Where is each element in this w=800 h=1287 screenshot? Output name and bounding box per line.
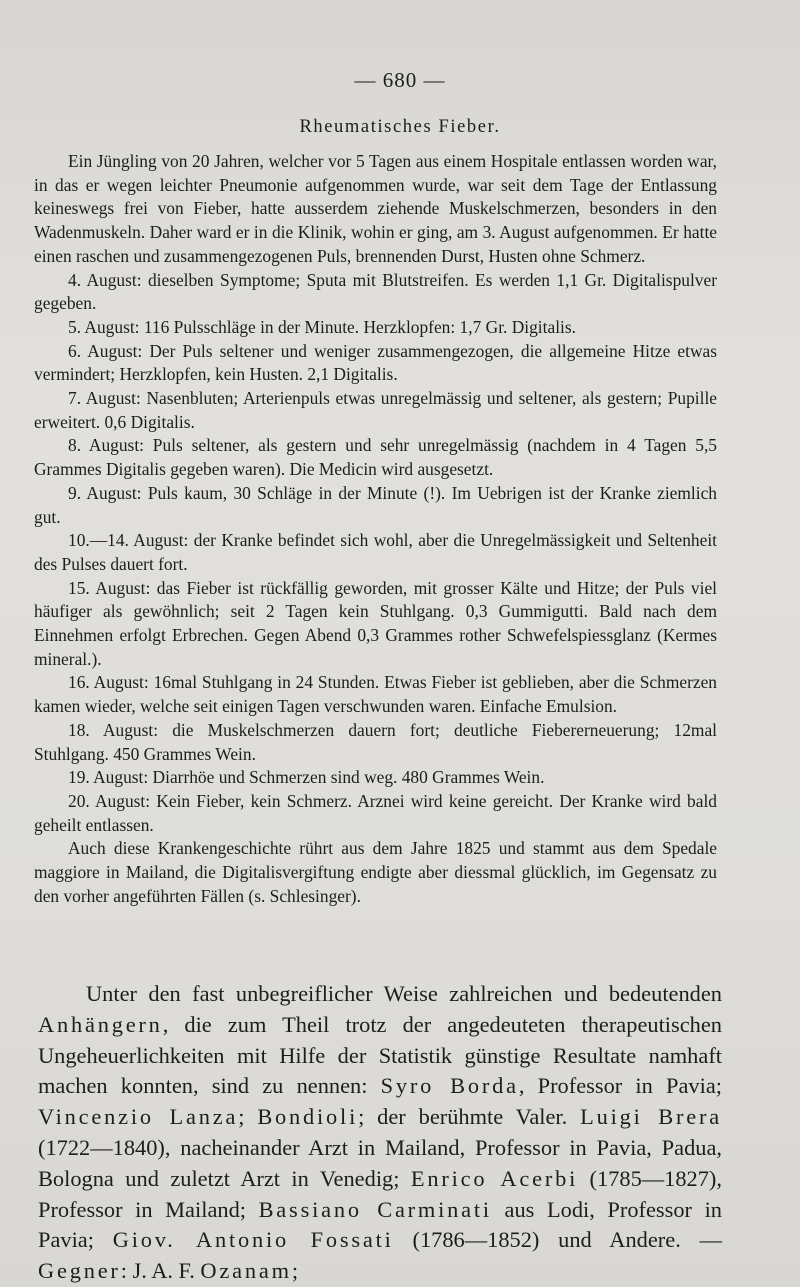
- spaced-name: Gegner: [38, 1258, 121, 1284]
- text-run: ;: [238, 1104, 258, 1130]
- case-paragraph: Ein Jüngling von 20 Jahren, welcher vor 5 Tagen aus einem Hospitale entlassen worden war, in das er wegen leichter Pneumonie aufgenommen wurde, war seit dem Tage der Entlassung keineswegs frei von Fieber, hatte ausserdem ziehende Muskelschmerzen, besonders in den Wadenmuskeln. Daher ward er in die Klinik, wohin er ging, am 3. August aufgenommen. Er hatte einen raschen und zusammengezogenen Puls, brennenden Durst, Husten ohne Schmerz.: [34, 151, 717, 266]
- case-paragraph: 16. August: 16mal Stuhlgang in 24 Stunden. Etwas Fieber ist geblieben, aber die Schmerzen kamen wieder, welche seit einigen Tagen verschwunden waren. Einfache Emulsion.: [34, 672, 717, 717]
- text-run: ; der berühmte Valer.: [358, 1104, 581, 1130]
- text-run: (1786—1852) und Andere. —: [393, 1227, 722, 1253]
- text-run: aus Lodi, Professor in Pavia;: [38, 1196, 722, 1253]
- spaced-name: Vincenzio Lanza: [38, 1104, 239, 1130]
- case-history: [34, 150, 717, 909]
- spaced-name: Bassiano Carminati: [258, 1196, 492, 1222]
- case-paragraph: 19. August: Diarrhöe und Schmerzen sind weg. 480 Grammes Wein.: [68, 767, 545, 788]
- case-paragraph: 20. August: Kein Fieber, kein Schmerz. Arznei wird keine gereicht. Der Kranke wird bald geheilt entlassen.: [34, 790, 717, 835]
- text-run: , Professor in Pavia;: [518, 1073, 722, 1099]
- text-run: Unter den fast unbegreiflicher Weise zahlreichen und bedeutenden: [86, 981, 722, 1006]
- spaced-name: Ozanam: [200, 1258, 292, 1284]
- text-run: ;: [291, 1258, 299, 1284]
- text-run: : J. A. F.: [120, 1258, 201, 1284]
- main-paragraph: [38, 979, 722, 1287]
- section-title: Rheumatisches Fieber.: [299, 117, 501, 137]
- case-paragraph: 4. August: dieselben Symptome; Sputa mit Blutstreifen. Es werden 1,1 Gr. Digitalispulver gegeben.: [34, 269, 717, 314]
- case-paragraph: 15. August: das Fieber ist rückfällig geworden, mit grosser Kälte und Hitze; der Puls viel häufiger als gewöhnlich; seit 2 Tagen kein Stuhlgang. 0,3 Gummigutti. Bald nach dem Einnehmen erfolgt Erbrechen. Gegen Abend 0,3 Grammes rother Schwefelspiessglanz (Kermes mineral.).: [34, 577, 717, 669]
- case-paragraph: 5. August: 116 Pulsschläge in der Minute. Herzklopfen: 1,7 Gr. Digitalis.: [68, 316, 576, 337]
- spaced-name: Luigi Brera: [580, 1104, 722, 1130]
- case-paragraph: 10.—14. August: der Kranke befindet sich wohl, aber die Unregelmässigkeit und Seltenheit des Pulses dauert fort.: [34, 530, 717, 574]
- spaced-name: Syro Borda: [380, 1073, 519, 1099]
- case-paragraph: Auch diese Krankengeschichte rührt aus dem Jahre 1825 und stammt aus dem Spedale maggiore in Mailand, die Digitalisvergiftung endigte aber diessmal glücklich, im Gegensatz zu den vorher angeführten Fällen (s. Schlesinger).: [34, 838, 717, 906]
- case-paragraph: 18. August: die Muskelschmerzen dauern fort; deutliche Fiebererneuerung; 12mal Stuhlgang. 450 Grammes Wein.: [34, 719, 717, 764]
- spaced-name: Giov. Antonio Fossati: [112, 1227, 394, 1253]
- page-number: — 680 —: [354, 68, 446, 92]
- text-run: (1722—1840), nacheinander Arzt in Mailand, Professor in Pavia, Padua, Bologna und zuletzt Arzt in Venedig;: [38, 1134, 722, 1191]
- spaced-name: Anhängern: [38, 1011, 163, 1037]
- spaced-name: Bondioli: [257, 1104, 359, 1130]
- case-paragraph: 9. August: Puls kaum, 30 Schläge in der Minute (!). Im Uebrigen ist der Kranke ziemlich gut.: [34, 482, 717, 527]
- spaced-name: Enrico Acerbi: [410, 1165, 579, 1191]
- case-paragraph: 7. August: Nasenbluten; Arterienpuls etwas unregelmässig und seltener, als gestern; Pupille erweitert. 0,6 Digitalis.: [34, 388, 717, 432]
- main-text: [38, 979, 722, 1287]
- case-paragraph: 8. August: Puls seltener, als gestern und sehr unregelmässig (nachdem in 4 Tagen 5,5 Grammes Digitalis gegeben waren). Die Medicin wird ausgesetzt.: [34, 435, 717, 480]
- text-run: (1785—1827), Professor in Mailand;: [38, 1165, 722, 1222]
- case-paragraph: 6. August: Der Puls seltener und weniger zusammengezogen, die allgemeine Hitze etwas vermindert; Herzklopfen, kein Husten. 2,1 Digitalis.: [34, 340, 717, 385]
- text-run: , die zum Theil trotz der angedeuteten therapeutischen Ungeheuerlichkeiten mit Hilfe der Statistik günstige Resultate namhaft machen konnten, sind zu nennen:: [38, 1011, 722, 1099]
